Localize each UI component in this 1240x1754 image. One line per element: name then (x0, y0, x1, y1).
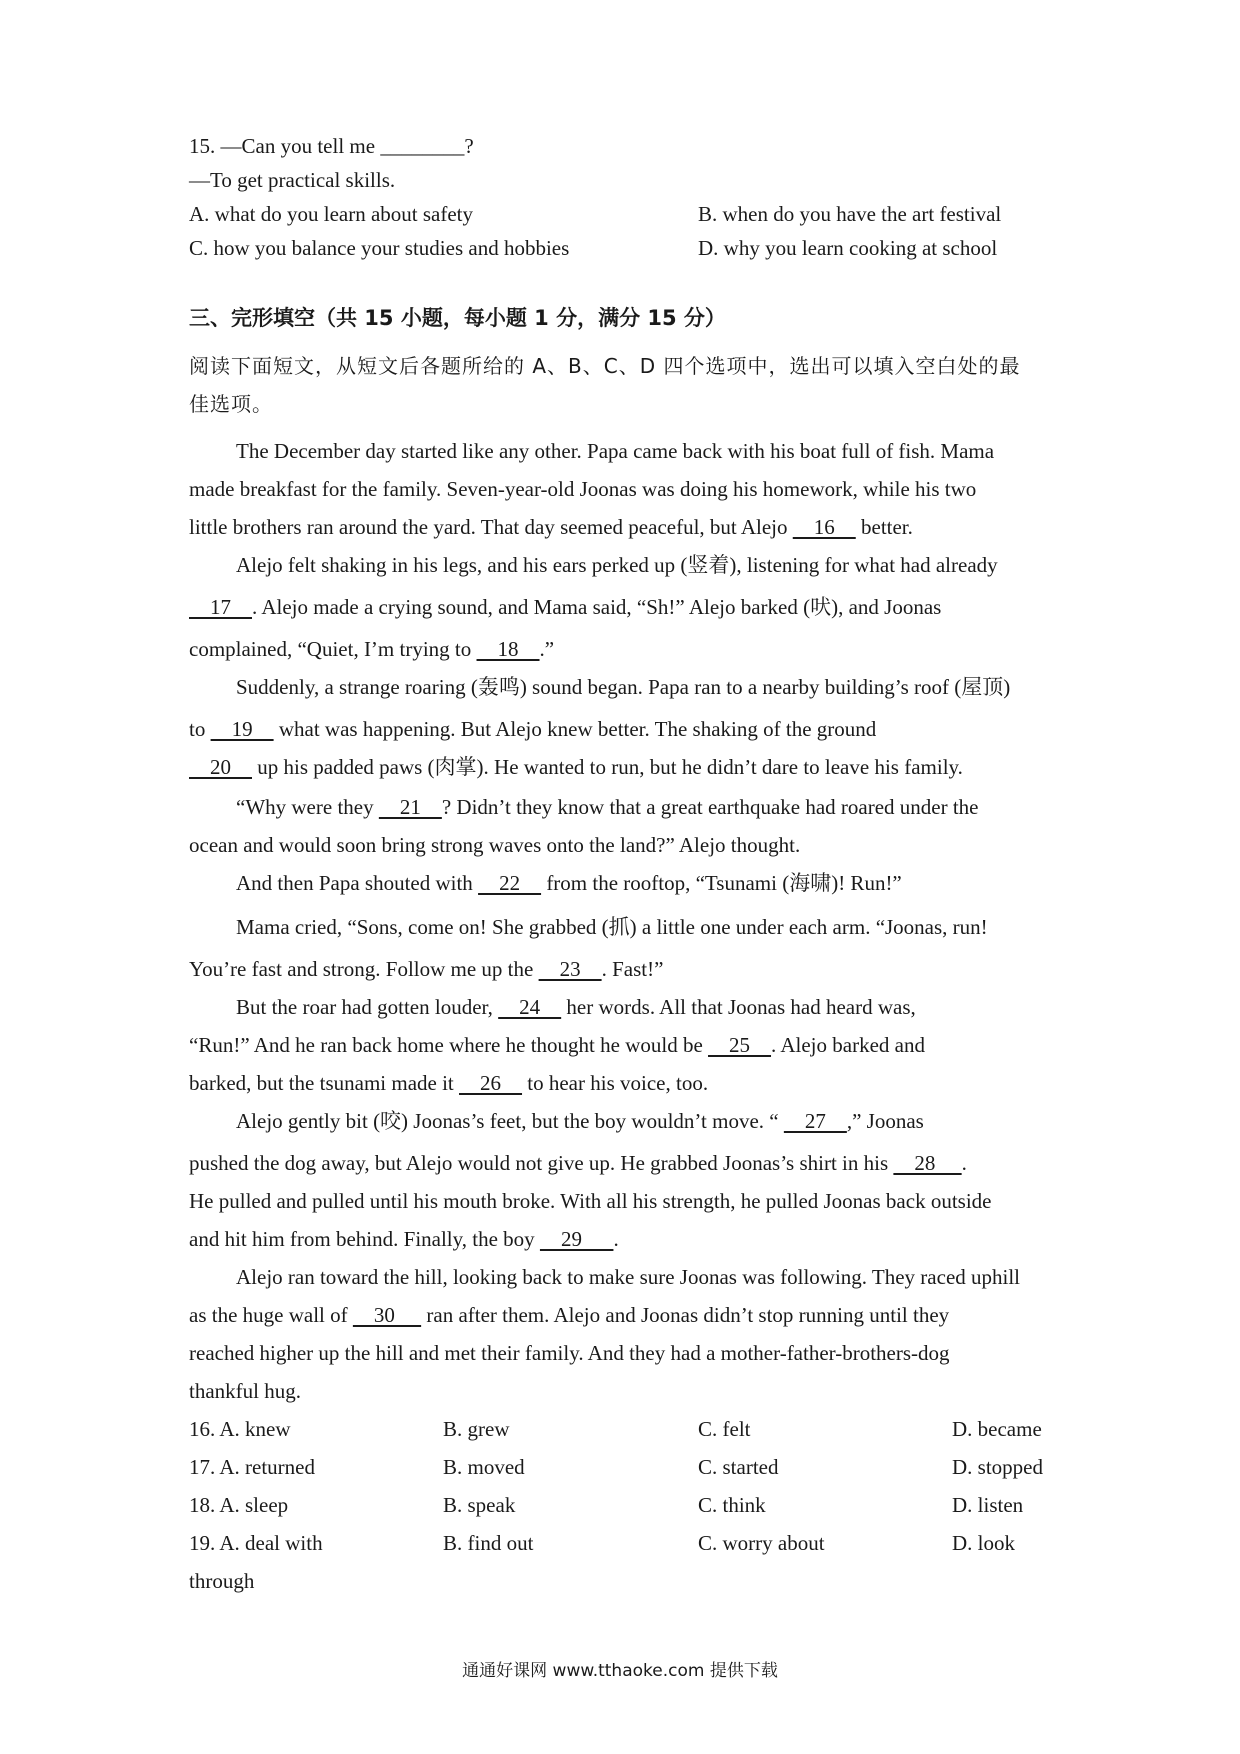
passage-text: barked, but the tsunami made it (189, 1071, 460, 1095)
option-19-a: 19. A. deal with (189, 1531, 323, 1555)
blank-28: 28 (893, 1151, 962, 1175)
blank-25: 25 (708, 1033, 772, 1057)
section-instruction-line-1: 阅读下面短文，从短文后各题所给的 A、B、C、D 四个选项中，选出可以填入空白处的最 (189, 354, 1021, 378)
passage-line (236, 868, 1106, 898)
blank-17: 17 (189, 595, 252, 619)
passage-text: ? Didn’t they know that a great earthquake had roared under the (441, 795, 979, 819)
passage-text: And then Papa shouted with (236, 871, 479, 895)
passage-text: . (613, 1227, 619, 1251)
passage-line: He pulled and pulled until his mouth broke. With all his strength, he pulled Joonas back outside (189, 1189, 992, 1213)
passage-text: and hit him from behind. Finally, the boy (189, 1227, 540, 1251)
passage-text: . Alejo barked and (771, 1033, 925, 1057)
passage-line: ocean and would soon bring strong waves onto the land?” Alejo thought. (189, 833, 801, 857)
blank-20: 20 (189, 755, 252, 779)
passage-line (189, 512, 1059, 542)
blank-23: 23 (538, 957, 602, 981)
passage-text: Alejo gently bit (咬) Joonas’s feet, but the boy wouldn’t move. “ (236, 1109, 784, 1133)
blank-26: 26 (459, 1071, 523, 1095)
passage-line (189, 1148, 1059, 1178)
section-heading: 三、完形填空（共 15 小题，每小题 1 分，满分 15 分） (189, 306, 726, 330)
option-18-a: 18. A. sleep (189, 1493, 289, 1517)
passage-text: better. (855, 515, 913, 539)
passage-text: as the huge wall of (189, 1303, 353, 1327)
q15-option-c: C. how you balance your studies and hobbies (189, 236, 570, 260)
q15-stem-text: 15. —Can you tell me (189, 134, 381, 158)
blank-21: 21 (378, 795, 442, 819)
option-17-b: B. moved (443, 1455, 525, 1479)
option-16-d: D. became (952, 1417, 1042, 1441)
option-19-d: D. look (952, 1531, 1015, 1555)
passage-line: thankful hug. (189, 1379, 301, 1403)
passage-text: complained, “Quiet, I’m trying to (189, 637, 477, 661)
passage-text: . (961, 1151, 967, 1175)
option-18-d: D. listen (952, 1493, 1024, 1517)
passage-text: “Why were they (236, 795, 379, 819)
passage-line (236, 1106, 1106, 1136)
q15-option-b: B. when do you have the art festival (698, 202, 1002, 226)
option-19-c: C. worry about (698, 1531, 825, 1555)
passage-line: Suddenly, a strange roaring (轰鸣) sound began. Papa ran to a nearby building’s roof (屋顶) (236, 675, 1011, 699)
option-18-c: C. think (698, 1493, 766, 1517)
passage-line: Alejo felt shaking in his legs, and his ears perked up (竖着), listening for what had already (236, 553, 998, 577)
q15-blank: ________ (380, 134, 465, 158)
page-footer: 通通好课网 www.tthaoke.com 提供下载 (462, 1661, 778, 1681)
blank-29: 29 (539, 1227, 614, 1251)
option-19-d-wrap: through (189, 1569, 255, 1593)
blank-22: 22 (478, 871, 542, 895)
blank-27: 27 (783, 1109, 847, 1133)
passage-text: “Run!” And he ran back home where he thought he would be (189, 1033, 709, 1057)
passage-line: reached higher up the hill and met their family. And they had a mother-father-brothers-dog (189, 1341, 950, 1365)
passage-text: little brothers ran around the yard. That day seemed peaceful, but Alejo (189, 515, 793, 539)
option-17-c: C. started (698, 1455, 779, 1479)
blank-30: 30 (352, 1303, 422, 1327)
passage-text: . Fast!” (601, 957, 664, 981)
passage-line (189, 1068, 1059, 1098)
passage-text: up his padded paws (肉掌). He wanted to run, but he didn’t dare to leave his family. (252, 755, 963, 779)
q15-stem-end: ? (464, 134, 474, 158)
passage-line (189, 1224, 1059, 1254)
blank-18: 18 (476, 637, 540, 661)
passage-text: You’re fast and strong. Follow me up the (189, 957, 539, 981)
passage-text: ran after them. Alejo and Joonas didn’t stop running until they (421, 1303, 950, 1327)
passage-line: The December day started like any other. Papa came back with his boat full of fish. Mama (236, 439, 995, 463)
q15-option-a: A. what do you learn about safety (189, 202, 474, 226)
passage-line (189, 592, 1059, 622)
passage-line (189, 634, 1059, 664)
passage-line (189, 714, 1059, 744)
passage-line (189, 1300, 1059, 1330)
passage-line (189, 1030, 1059, 1060)
passage-text: pushed the dog away, but Alejo would not give up. He grabbed Joonas’s shirt in his (189, 1151, 894, 1175)
section-instruction-line-2: 佳选项。 (189, 392, 273, 416)
passage-line (236, 992, 1106, 1022)
passage-text: ,” Joonas (846, 1109, 924, 1133)
passage-text: to hear his voice, too. (522, 1071, 709, 1095)
option-18-b: B. speak (443, 1493, 516, 1517)
blank-24: 24 (498, 995, 562, 1019)
passage-line (189, 752, 1059, 782)
passage-text: . Alejo made a crying sound, and Mama said, “Sh!” Alejo barked (吠), and Joonas (252, 595, 942, 619)
passage-line: Alejo ran toward the hill, looking back to make sure Joonas was following. They raced uphill (236, 1265, 1021, 1289)
q15-option-d: D. why you learn cooking at school (698, 236, 998, 260)
passage-text: from the rooftop, “Tsunami (海啸)! Run!” (541, 871, 902, 895)
passage-line: Mama cried, “Sons, come on! She grabbed (抓) a little one under each arm. “Joonas, run! (236, 915, 988, 939)
blank-16: 16 (792, 515, 856, 539)
passage-line (236, 792, 1106, 822)
blank-19: 19 (210, 717, 274, 741)
option-17-a: 17. A. returned (189, 1455, 315, 1479)
option-16-b: B. grew (443, 1417, 510, 1441)
passage-text: what was happening. But Alejo knew better. The shaking of the ground (273, 717, 877, 741)
option-17-d: D. stopped (952, 1455, 1043, 1479)
passage-text: her words. All that Joonas had heard was, (561, 995, 916, 1019)
q15-stem (189, 131, 1059, 161)
passage-text: to (189, 717, 211, 741)
passage-text: .” (539, 637, 555, 661)
option-16-c: C. felt (698, 1417, 751, 1441)
passage-line: made breakfast for the family. Seven-year-old Joonas was doing his homework, while his two (189, 477, 977, 501)
option-16-a: 16. A. knew (189, 1417, 291, 1441)
passage-text: But the roar had gotten louder, (236, 995, 499, 1019)
option-19-b: B. find out (443, 1531, 534, 1555)
passage-line (189, 954, 1059, 984)
q15-answer-line: —To get practical skills. (189, 168, 396, 192)
